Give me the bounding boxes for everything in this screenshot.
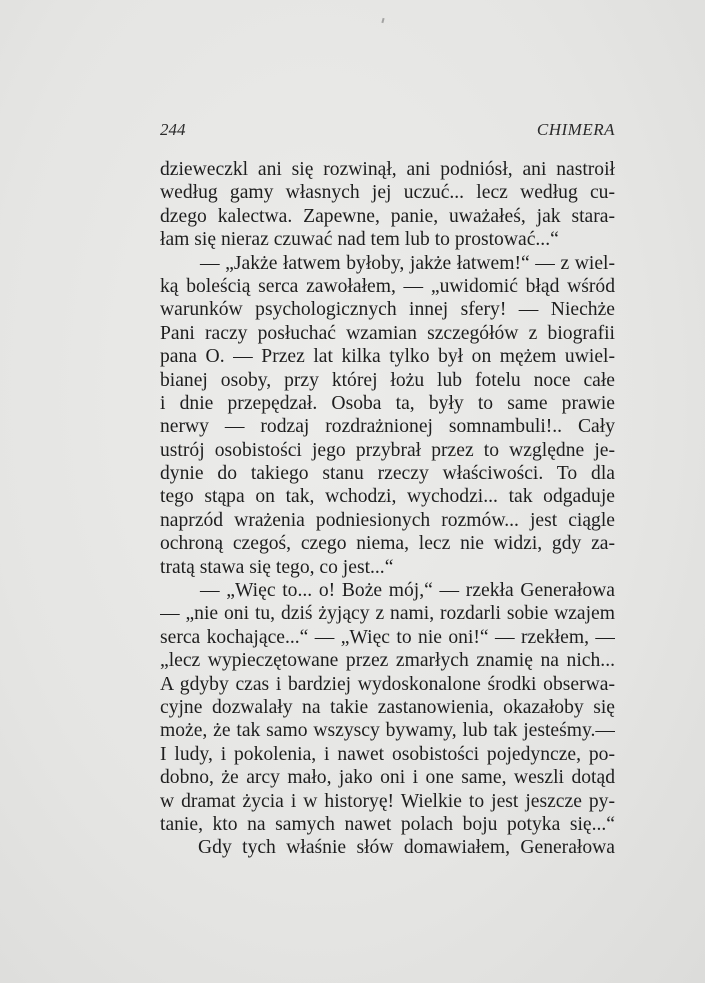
text-line: serca kochające...“ — „Więc to nie oni!“ — rzekłem, — (160, 626, 615, 648)
text-line: — „Więc to... o! Boże mój,“ — rzekła Generałowa (200, 580, 615, 602)
text-line: A gdyby czas i bardziej wydoskonalone środki obserwa- (160, 673, 615, 695)
text-line: dynie do takiego stanu rzeczy właściwości. To dla (160, 463, 615, 485)
running-head (160, 120, 615, 144)
body-text (160, 158, 615, 860)
text-line: bianej osoby, przy której łożu lub fotelu noce całe (160, 369, 615, 391)
text-line: łam się nieraz czuwać nad tem lub to prostować...“ (160, 229, 559, 251)
text-line: w dramat życia i w historyę! Wielkie to jest jeszcze py- (160, 790, 615, 812)
text-line: tanie, kto na samych nawet polach boju potyka się...“ (160, 813, 615, 835)
text-line: Pani raczy posłuchać wzamian szczegółów z biografii (160, 322, 615, 344)
text-line: I ludy, i pokolenia, i nawet osobistości pojedyncze, po- (160, 743, 615, 765)
page-number: 244 (160, 120, 186, 139)
text-line: tratą stawa się tego, co jest...“ (160, 556, 394, 578)
text-line: warunków psychologicznych innej sfery! — Niechże (160, 299, 615, 321)
text-line: naprzód wrażenia podniesionych rozmów... jest ciągle (160, 509, 615, 531)
text-line: może, że tak samo wszyscy bywamy, lub tak jesteśmy.— (160, 720, 615, 742)
text-line: nerwy — rodzaj rozdrażnionej somnambuli!.. Cały (160, 416, 615, 438)
text-line: — „nie oni tu, dziś żyjący z nami, rozdarli sobie wzajem (160, 603, 615, 625)
text-line: „lecz wypieczętowane przez zmarłych znamię na nich... (160, 650, 615, 672)
paper-speck (381, 18, 384, 23)
text-line: ustrój osobistości jego przybrał przez to względne je- (160, 439, 615, 461)
text-line: dobno, że arcy mało, jako oni i one same, weszli dotąd (160, 767, 615, 789)
text-line: tego stąpa on tak, wchodzi, wychodzi... tak odgaduje (160, 486, 615, 508)
text-line: według gamy własnych jej uczuć... lecz według cu- (160, 182, 615, 204)
text-line: ką boleścią serca zawołałem, — „uwidomić błąd wśród (160, 275, 615, 297)
text-line: dzego kalectwa. Zapewne, panie, uważałeś, jak stara- (160, 205, 615, 227)
text-line: dzieweczkl ani się rozwinął, ani podniósł, ani nastroił (160, 159, 615, 180)
text-line: ochroną czegoś, czego niema, lecz nie widzi, gdy za- (160, 533, 615, 555)
text-line: cyjne dozwalały na takie zastanowienia, okazałoby się (160, 696, 615, 718)
text-line: Gdy tych właśnie słów domawiałem, Generałowa (198, 837, 615, 859)
text-line: pana O. — Przez lat kilka tylko był on mężem uwiel- (160, 346, 615, 368)
header-title: CHIMERA (536, 120, 615, 139)
text-line: — „Jakże łatwem byłoby, jakże łatwem!“ — z wiel- (200, 252, 615, 274)
text-line: i dnie przepędzał. Osoba ta, były to same prawie (160, 392, 615, 414)
